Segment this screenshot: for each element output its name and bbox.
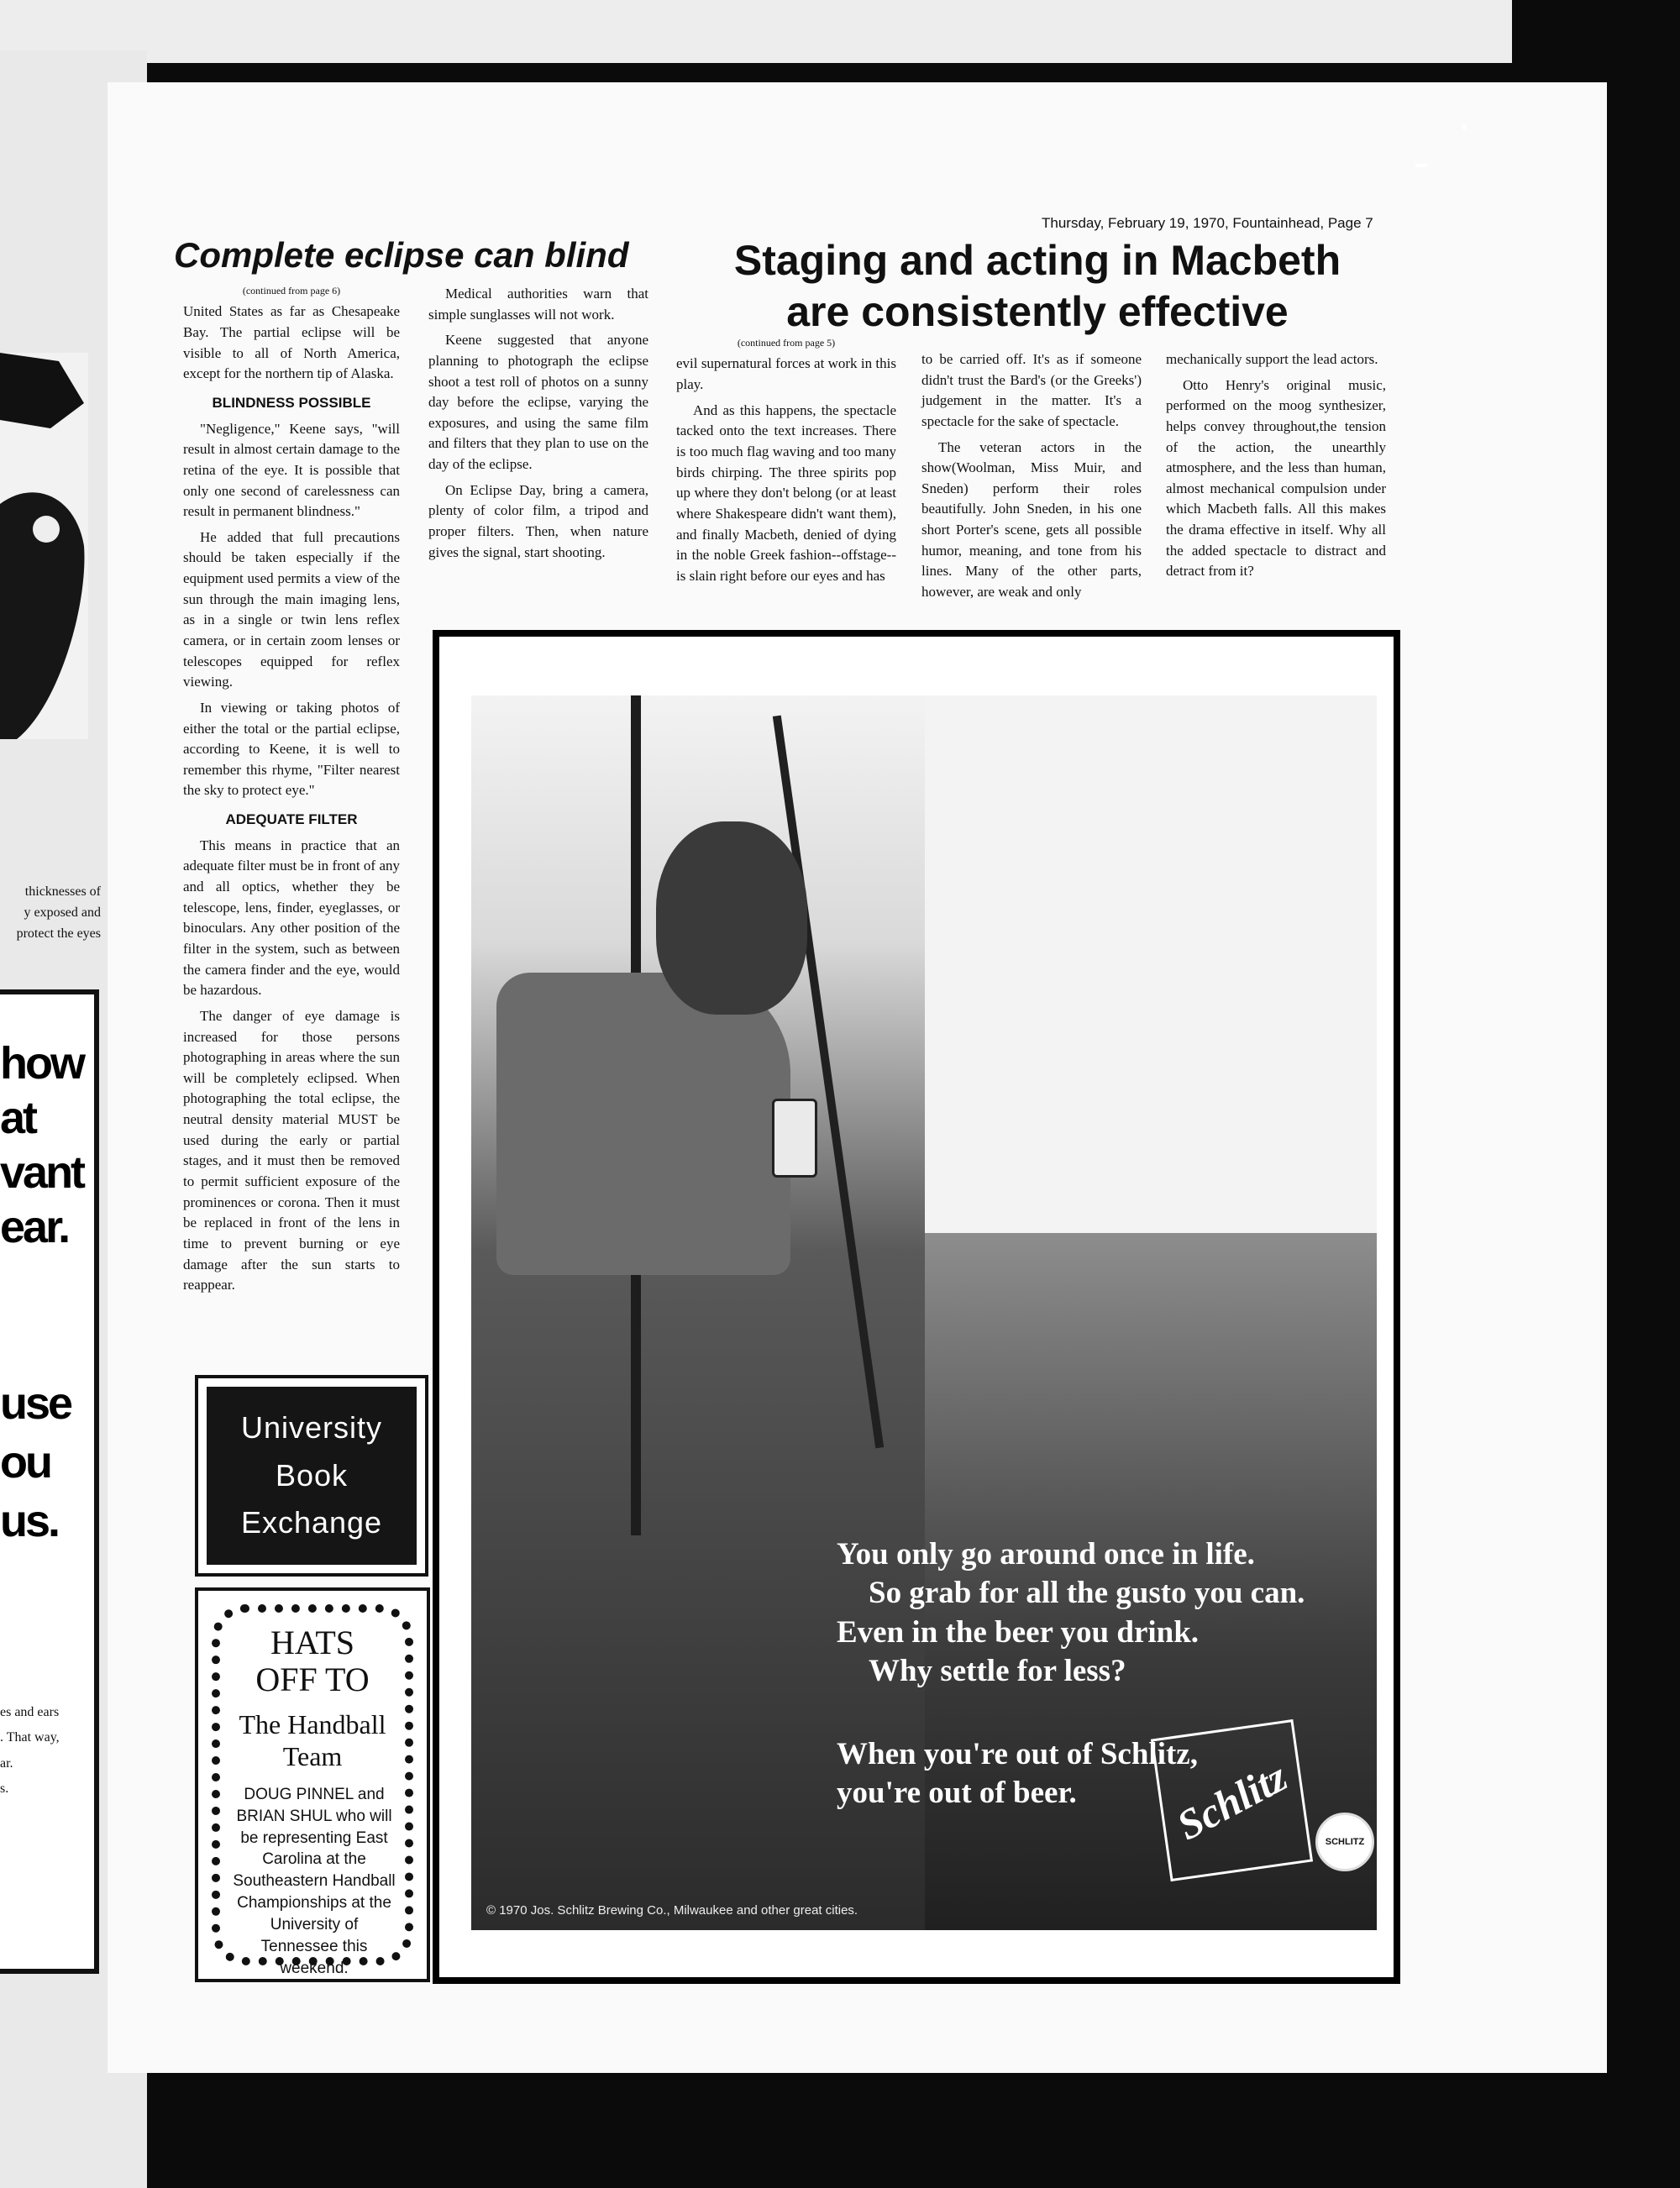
hats-off-title — [198, 1624, 427, 1698]
schlitz-logo — [1151, 1719, 1313, 1881]
macbeth-column-3 — [1166, 349, 1386, 587]
paragraph: to be carried off. It's as if someone didn't trust the Bard's (or the Greeks') judgement in the matter. It's a spectacle for the sake of spectacle. — [921, 351, 1142, 429]
paragraph: Medical authorities warn that simple sunglasses will not work. — [428, 286, 648, 323]
macbeth-headline-line: are consistently effective — [786, 288, 1289, 335]
paragraph: And as this happens, the spectacle tacked onto the text increases. There is too much flag waving and too many birds chirping. The three spirits pop up where they don't belong (or at least where Shakespeare didn't want them), and finally Macbeth, denied of dying in the noble Greek fashion--offstage--is slain right before our eyes and has — [676, 401, 896, 584]
previous-page-photo-figure — [0, 353, 88, 739]
book-exchange-ad-panel — [207, 1387, 417, 1565]
hats-off-ad — [195, 1587, 430, 1982]
previous-page-line: thicknesses of — [24, 884, 101, 899]
previous-page-ad-word: use — [0, 1378, 71, 1429]
paragraph: In viewing or taking photos of either the total or the partial eclipse, according to Keene, it is well to remember this rhyme, "Filter nearest the sky to protect eye." — [183, 699, 400, 799]
previous-page-ad-word: us. — [0, 1496, 59, 1546]
book-exchange-line: Book — [275, 1457, 349, 1493]
ad-photo-beer-can — [772, 1099, 817, 1178]
ad-copy-line: Even in the beer you drink. — [837, 1614, 1200, 1650]
macbeth-column-2 — [921, 349, 1142, 608]
paragraph: mechanically support the lead actors. — [1166, 351, 1378, 367]
eclipse-column-1 — [183, 284, 400, 1301]
previous-page-ad-word: how — [0, 1038, 83, 1089]
scan-mark — [1462, 124, 1467, 129]
paragraph: The danger of eye damage is increased for those persons photographing in areas where the sun will be completely eclipsed. When photographing the total eclipse, the neutral density material MUST be used during the early or partial stages, and it must then be removed to permit sufficient exposure of the prominences or corona. Then it must be replaced in front of the lens in time to prevent burning or eye damage after the sun starts to reappear. — [183, 1007, 400, 1293]
book-exchange-line: University — [240, 1409, 383, 1445]
hats-off-body: DOUG PINNEL and BRIAN SHUL who will be representing East Carolina at the Southeastern Handball Championships at the University of Tennessee this weekend. — [233, 1786, 396, 1977]
hats-off-title-line: HATS — [270, 1624, 355, 1661]
ad-copy-line: So grab for all the gusto you can. — [869, 1576, 1305, 1611]
previous-page-ad-line: ar. — [0, 1755, 13, 1771]
hats-off-subtitle — [198, 1708, 427, 1773]
ad-copy-line: You only go around once in life. — [837, 1537, 1255, 1571]
ad-photo — [471, 695, 1377, 1930]
ad-copy-line: Why settle for less? — [869, 1653, 1126, 1688]
scan-mark — [1415, 164, 1427, 167]
hats-off-title-line: OFF TO — [255, 1661, 370, 1698]
paragraph: Keene suggested that anyone planning to photograph the eclipse shoot a test roll of photos on a sunny day before the eclipse, varying the exposures, and using the same film and filters that they plan to use on the day of the eclipse. — [428, 332, 648, 473]
paragraph: evil supernatural forces at work in this play. — [676, 355, 896, 393]
previous-page-ad-text — [0, 1700, 101, 1802]
schlitz-advertisement — [433, 630, 1400, 1984]
book-exchange-line: Exchange — [240, 1505, 383, 1540]
ad-copyright: © 1970 Jos. Schlitz Brewing Co., Milwaukee and other great cities. — [486, 1903, 858, 1918]
continued-note: (continued from page 5) — [737, 337, 836, 349]
subhead: BLINDNESS POSSIBLE — [212, 394, 371, 411]
page-date-line: Thursday, February 19, 1970, Fountainhead, Page 7 — [1042, 215, 1373, 231]
previous-page-ad-line: s. — [0, 1781, 9, 1797]
eclipse-column-2 — [428, 284, 648, 568]
paragraph: This means in practice that an adequate filter must be in front of any and all optics, whether they be telescope, lens, finder, eyeglasses, or binoculars. Any other position of the filter in the system, such as between the camera finder and the eye, would be hazardous. — [183, 837, 400, 999]
previous-page-text — [0, 882, 101, 944]
hats-off-subtitle-line: The Handball — [239, 1709, 386, 1739]
paragraph: "Negligence," Keene says, "will result in almost certain damage to the retina of the eye. It is possible that only one second of carelessness can result in permanent blindness." — [183, 420, 400, 520]
schlitz-logo-text: Schlitz — [1169, 1752, 1294, 1849]
previous-page-ad-line: . That way, — [0, 1730, 60, 1745]
previous-page-ad — [0, 989, 99, 1974]
paragraph: The veteran actors in the show(Woolman, Miss Muir, and Sneden) perform their roles beautifully. John Sneden, in his one short Porter's scene, gets all possible humor, meaning, and tone from his lines. Many of the other parts, however, are weak and only — [921, 438, 1142, 601]
macbeth-body — [676, 336, 1407, 630]
paragraph: United States as far as Chesapeake Bay. The partial eclipse will be visible to all of North America, except for the northern tip of Alaska. — [183, 303, 400, 382]
paragraph: He added that full precautions should be taken especially if the equipment used permits a view of the sun through the main imaging lens, as in a single or twin lens reflex camera, or in certain zoom lenses or telescopes equipped for reflex viewing. — [183, 528, 400, 690]
previous-page-photo — [0, 353, 88, 739]
ad-photo-man-head — [656, 821, 807, 1015]
previous-page-line: y exposed and — [24, 905, 101, 920]
previous-page-ad-word: at — [0, 1093, 36, 1143]
ad-copy — [837, 1535, 1374, 1691]
previous-page-ad-line: es and ears — [0, 1705, 60, 1719]
previous-page-ad-word: ear. — [0, 1202, 69, 1252]
schlitz-globe-badge: SCHLITZ — [1315, 1813, 1374, 1871]
previous-page-top-edge — [0, 0, 1512, 63]
book-exchange-ad — [195, 1375, 428, 1577]
macbeth-column-1 — [676, 336, 896, 591]
continued-note: (continued from page 6) — [242, 285, 341, 296]
paragraph: Otto Henry's original music, performed on the moog synthesizer, helps convey throughout,the tension of the action, the unearthly atmosphere, and the less than human, almost mechanical compulsion under which Macbeth falls. All this makes the drama effective in itself. Why all the added spectacle to distract and detract from it? — [1166, 376, 1386, 580]
macbeth-headline-line: Staging and acting in Macbeth — [733, 237, 1341, 284]
previous-page-ad-word: vant — [0, 1147, 84, 1198]
subhead: ADEQUATE FILTER — [225, 811, 358, 828]
macbeth-headline — [676, 235, 1399, 338]
ad-photo-man-body — [496, 973, 790, 1275]
paragraph: On Eclipse Day, bring a camera, plenty of color film, a tripod and proper filters. Then, when nature gives the signal, start shooting. — [428, 481, 648, 560]
ad-tagline-line: you're out of beer. — [837, 1776, 1077, 1811]
previous-page-line: protect the eyes — [16, 926, 101, 941]
hats-off-subtitle-line: Team — [282, 1741, 343, 1772]
ad-tagline-line: When you're out of Schlitz, — [837, 1737, 1198, 1771]
eclipse-headline: Complete eclipse can blind — [174, 235, 629, 275]
previous-page-ad-word: ou — [0, 1437, 50, 1488]
